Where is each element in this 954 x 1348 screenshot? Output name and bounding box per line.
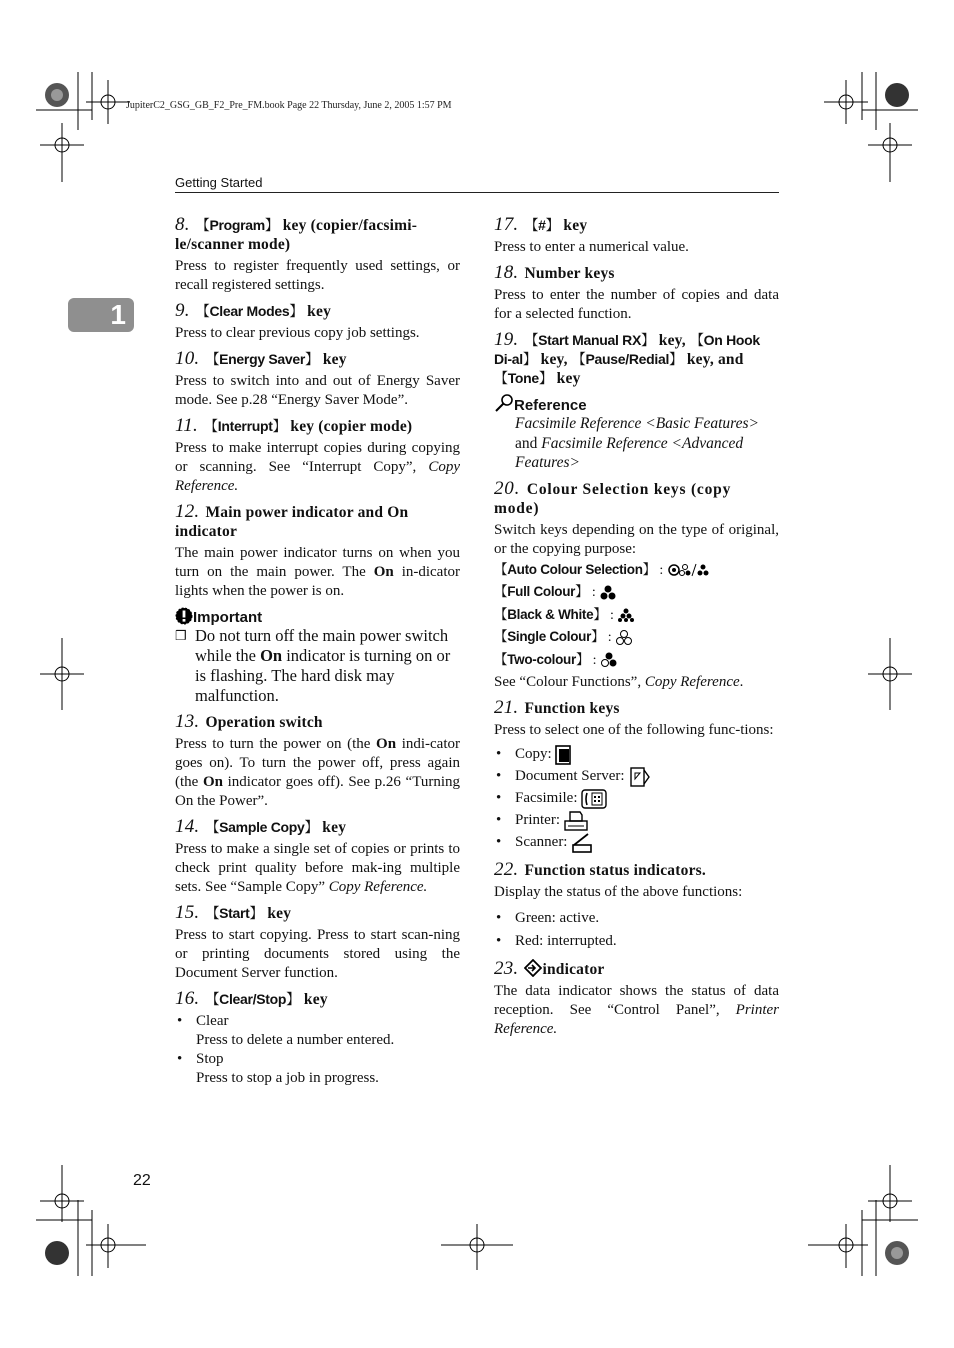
full-colour-icon bbox=[599, 585, 617, 601]
item-title: 19. 【 Start Manual RX 】 key, 【 On Hook Di-al 】 key, 【 Pause/Redial 】 key, and 【 Tone 】 key bbox=[494, 330, 779, 388]
key-label: 【 Pause/Redial 】 bbox=[572, 351, 683, 367]
item-19 bbox=[494, 330, 779, 388]
item-title: 11. 【 Interrupt 】 key (copier mode) bbox=[175, 416, 460, 436]
key-label: 【 Interrupt 】 bbox=[204, 418, 286, 434]
item-13 bbox=[175, 712, 460, 811]
key-label: 【 Clear Modes 】 bbox=[196, 303, 303, 319]
single-colour-icon bbox=[615, 630, 633, 646]
colour-mode-single: 【 Single Colour 】 : bbox=[494, 626, 779, 649]
item-21 bbox=[494, 698, 779, 854]
important-note bbox=[175, 607, 460, 706]
list-item: • Green: active. bbox=[494, 907, 779, 930]
print-header-info: JupiterC2_GSG_GB_F2_Pre_FM.book Page 22 Thursday, June 2, 2005 1:57 PM bbox=[126, 100, 452, 111]
item-body: Press to register frequently used settings, or recall registered settings. bbox=[175, 258, 460, 293]
key-label: 【 Tone 】 bbox=[494, 370, 553, 386]
printer-icon bbox=[564, 811, 588, 831]
copy-icon bbox=[555, 745, 571, 765]
item-16 bbox=[175, 989, 460, 1088]
key-label: 【 Energy Saver 】 bbox=[205, 351, 318, 367]
item-title: 16. 【 Clear/Stop 】 key bbox=[175, 989, 460, 1009]
item-title: 10. 【 Energy Saver 】 key bbox=[175, 349, 460, 369]
item-8 bbox=[175, 215, 460, 295]
item-11 bbox=[175, 416, 460, 496]
page-number: 22 bbox=[133, 1172, 151, 1189]
item-title: 14. 【 Sample Copy 】 key bbox=[175, 817, 460, 837]
reference-note bbox=[494, 394, 779, 473]
item-title: 13. Operation switch bbox=[175, 711, 323, 732]
item-title: 20. Colour Selection keys (copy mode) bbox=[494, 477, 732, 517]
item-title: 21. Function keys bbox=[494, 697, 620, 718]
item-body: Press to make a single set of copies or prints to check print quality before mak-ing multiple sets. See “Sample Copy” Copy Reference. bbox=[175, 841, 460, 895]
list-item: • Document Server: bbox=[494, 765, 779, 787]
item-body: Press to start copying. Press to start scan-ning or printing documents stored using the Document Server function. bbox=[175, 927, 460, 981]
chapter-tab: 1 bbox=[68, 298, 134, 332]
function-list bbox=[494, 743, 779, 854]
header-rule bbox=[175, 192, 779, 193]
auto-colour-icon bbox=[667, 563, 711, 577]
bullet-list bbox=[175, 1012, 460, 1088]
key-label: 【 # 】 bbox=[524, 217, 559, 233]
item-15 bbox=[175, 903, 460, 983]
item-body: Press to select one of the following func-tions: bbox=[494, 722, 774, 738]
item-title: 9. 【 Clear Modes 】 key bbox=[175, 301, 460, 321]
colour-see-also: See “Colour Functions”, Copy Reference. bbox=[494, 674, 744, 690]
item-14 bbox=[175, 817, 460, 897]
item-10 bbox=[175, 349, 460, 410]
item-17 bbox=[494, 215, 779, 257]
right-column bbox=[494, 215, 779, 1045]
colour-mode-auto: 【 Auto Colour Selection 】 : bbox=[494, 559, 779, 582]
magnifier-icon bbox=[494, 394, 514, 412]
item-title: 12. Main power indicator and On indicator bbox=[175, 501, 409, 540]
item-body: Press to switch into and out of Energy Saver mode. See p.28 “Energy Saver Mode”. bbox=[175, 373, 460, 408]
item-body: Press to enter the number of copies and data for a selected function. bbox=[494, 287, 779, 322]
item-body: The main power indicator turns on when you turn on the main power. The On in-dicator lights when the power is on. bbox=[175, 545, 461, 599]
list-item: • Scanner: bbox=[494, 831, 779, 854]
list-item: • Facsimile: bbox=[494, 787, 779, 809]
key-label: 【 Start 】 bbox=[205, 905, 263, 921]
key-label: 【 Sample Copy 】 bbox=[205, 819, 318, 835]
colour-mode-two: 【 Two-colour 】 : bbox=[494, 649, 779, 672]
list-item: • Red: interrupted. bbox=[494, 930, 779, 953]
item-body: The data indicator shows the status of data reception. See “Control Panel”, Printer Reference. bbox=[494, 982, 779, 1037]
key-label: 【 Clear/Stop 】 bbox=[205, 991, 299, 1007]
status-list bbox=[494, 907, 779, 953]
item-23 bbox=[494, 959, 779, 1039]
item-12 bbox=[175, 502, 460, 601]
running-head: Getting Started bbox=[175, 175, 263, 190]
scanner-icon bbox=[571, 832, 593, 854]
reference-body: Facsimile Reference <Basic Features> and Facsimile Reference <Advanced Features> bbox=[515, 415, 760, 471]
key-label: 【 Program 】 bbox=[196, 217, 279, 233]
facsimile-icon bbox=[581, 789, 607, 809]
key-label: 【 Start Manual RX 】 bbox=[524, 332, 654, 348]
item-title: 8. 【 Program 】 key (copier/facsimi-le/scanner mode) bbox=[175, 215, 460, 254]
document-server-icon bbox=[628, 767, 650, 787]
item-body: Press to enter a numerical value. bbox=[494, 239, 689, 255]
important-text: ❒ Do not turn off the main power switch while the On indicator is turning on or is flashing. The hard disk may malfunction. bbox=[175, 626, 451, 705]
colour-mode-full: 【 Full Colour 】 : bbox=[494, 581, 779, 604]
list-item: • Copy: bbox=[494, 743, 779, 765]
left-column bbox=[175, 215, 460, 1094]
item-title: 15. 【 Start 】 key bbox=[175, 903, 460, 923]
list-item: • Printer: bbox=[494, 809, 779, 831]
item-body: Press to turn the power on (the On indi-cator goes on). To turn the power off, press again (the On indicator goes off). See p.26 “Turning On the Power”. bbox=[175, 736, 460, 809]
item-18 bbox=[494, 263, 779, 324]
important-icon bbox=[175, 607, 193, 625]
item-20 bbox=[494, 479, 779, 693]
item-title: 18. Number keys bbox=[494, 262, 615, 283]
data-in-icon bbox=[524, 959, 542, 977]
black-white-icon bbox=[617, 607, 635, 623]
reference-title: Reference bbox=[514, 397, 587, 414]
colour-mode-black-white: 【 Black & White 】 : bbox=[494, 604, 779, 627]
item-body: Press to clear previous copy job settings. bbox=[175, 325, 420, 341]
key-label: 【 On Hook Di-al 】 bbox=[494, 332, 760, 367]
list-item: • Clear Press to delete a number entered. bbox=[175, 1012, 460, 1050]
item-body: Press to make interrupt copies during copying or scanning. See “Interrupt Copy”, Copy Reference. bbox=[175, 440, 460, 494]
item-body: Display the status of the above functions: bbox=[494, 883, 743, 900]
item-body: Switch keys depending on the type of original, or the copying purpose: bbox=[494, 521, 779, 557]
important-title: Important bbox=[193, 609, 263, 626]
checkbox-icon: ❒ bbox=[175, 628, 187, 643]
item-title: 23. indicator bbox=[494, 957, 605, 979]
item-9 bbox=[175, 301, 460, 343]
list-item: • Stop Press to stop a job in progress. bbox=[175, 1050, 460, 1088]
two-colour-icon bbox=[600, 652, 618, 668]
item-title: 17. 【 # 】 key bbox=[494, 215, 779, 235]
item-title: 22. Function status indicators. bbox=[494, 858, 706, 880]
item-22 bbox=[494, 860, 779, 953]
